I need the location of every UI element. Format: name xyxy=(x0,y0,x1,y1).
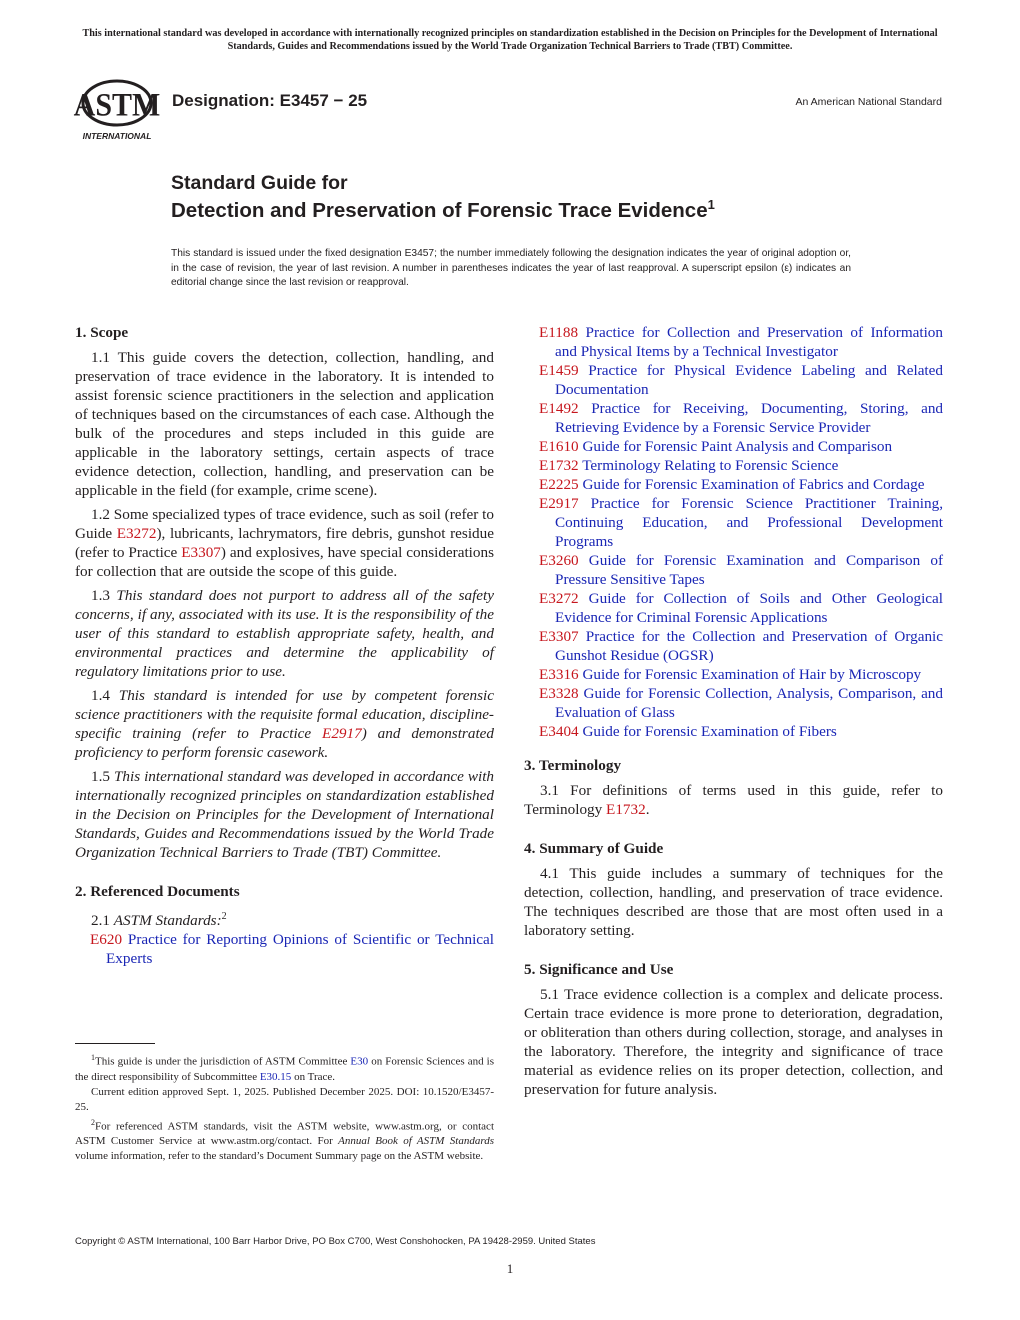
issued-note: This standard is issued under the fixed designation E3457; the number immediately following the designation indicates the year of original adoption or, in the case of revision, the year of last revision. A number in parentheses indicates the year of last reapproval. A superscript epsilon (ε) indicates an editorial change since the last revision or reapproval. xyxy=(171,248,851,288)
summary-heading: 4. Summary of Guide xyxy=(524,840,664,857)
ref-title: Practice for Receiving, Documenting, Storing, and Retrieving Evidence by a Forensic Service Provider xyxy=(555,400,944,436)
footnotes xyxy=(75,1050,494,1164)
copyright: Copyright © ASTM International, 100 Barr Harbor Drive, PO Box C700, West Conshohocken, PA 19428-2959. United States xyxy=(75,1236,596,1247)
ref-title: Practice for Physical Evidence Labeling and Related Documentation xyxy=(555,362,943,398)
ref-title: Practice for Reporting Opinions of Scientific or Technical Experts xyxy=(106,931,494,968)
scope-1-4-text-a: This standard is intended for use by competent forensic science practitioners with the requisite formal education, discipline-specific training (refer to Practice xyxy=(75,687,494,742)
significance-heading: 5. Significance and Use xyxy=(524,961,674,978)
terminology-3-1 xyxy=(524,781,943,819)
ref-code: E3328 xyxy=(539,685,579,702)
terminology-text-b: . xyxy=(645,801,650,818)
ref-e1188[interactable] xyxy=(524,323,943,361)
ref-code: E1492 xyxy=(539,400,579,417)
astm-standards-footnote-mark: 2 xyxy=(221,911,227,922)
terminology-heading: 3. Terminology xyxy=(524,757,622,774)
page-number: 1 xyxy=(506,1261,514,1276)
link-e2917[interactable]: E2917 xyxy=(322,725,362,742)
ref-e1459[interactable] xyxy=(524,361,943,399)
ref-e3307[interactable] xyxy=(524,627,943,665)
ref-e3260[interactable] xyxy=(524,551,943,589)
ref-e3316[interactable] xyxy=(524,665,943,684)
link-e3307[interactable]: E3307 xyxy=(181,544,221,561)
ref-code: E1188 xyxy=(539,324,579,341)
logo-text: ASTM xyxy=(73,86,161,123)
terminology-text-a: 3.1 For definitions of terms used in this guide, refer to Terminology xyxy=(524,782,943,818)
footnote-1-edition: Current edition approved Sept. 1, 2025. Published December 2025. DOI: 10.1520/E3457-25. xyxy=(75,1085,494,1113)
scope-1-4-text-b: ) and demonstrated proficiency to perform forensic casework. xyxy=(75,725,494,761)
american-national-standard: An American National Standard xyxy=(795,96,942,108)
title-footnote-mark: 1 xyxy=(707,197,715,212)
scope-1-2 xyxy=(75,505,494,581)
summary-4-1: 4.1 This guide includes a summary of techniques for the detection, collection, handling, and preservation of trace evidence. The techniques described are those that are most often used in a laboratory setting. xyxy=(524,865,943,939)
ref-e1610[interactable] xyxy=(524,437,943,456)
ref-title: Guide for Forensic Paint Analysis and Comparison xyxy=(582,438,893,455)
title-main: Detection and Preservation of Forensic Trace Evidence xyxy=(171,198,708,222)
astm-standards-label xyxy=(75,907,494,930)
footnote-2-mark: 2 xyxy=(91,1117,95,1127)
title-line-1: Standard Guide for xyxy=(171,172,348,194)
link-e1732[interactable]: E1732 xyxy=(606,801,646,818)
ref-code: E1732 xyxy=(539,457,579,474)
left-column xyxy=(75,323,494,968)
scope-1-3-text: This standard does not purport to address all of the safety concerns, if any, associated with its use. It is the responsibility of the user of this standard to establish appropriate safety, health, and environmental practices and determine the applicability of regulatory limitations prior to use. xyxy=(75,587,495,680)
significance-5-1: 5.1 Trace evidence collection is a complex and delicate process. Certain trace evidence is more prone to deterioration, degradation, or obliteration than others during collection, storage, and analyses in the laboratory. Therefore, the integrity and significance of trace material as evidence relies on its proper detection, collection, and preservation for future analysis. xyxy=(524,986,943,1098)
scope-1-4 xyxy=(75,686,494,762)
ref-title: Guide for Forensic Examination of Fibers xyxy=(582,723,837,740)
designation: Designation: E3457 − 25 xyxy=(172,91,368,110)
astm-standards-text: ASTM Standards: xyxy=(113,912,222,930)
ref-title: Terminology Relating to Forensic Science xyxy=(582,457,839,474)
ref-title: Guide for Forensic Examination and Comparison of Pressure Sensitive Tapes xyxy=(555,552,944,588)
development-notice: This international standard was developed in accordance with internationally recognized principles on standardization established in the Decision on Principles for the Development of International Standards, Guides and Recommendations issued by the World Trade Organization Technical Barriers to Trade (TBT) Committee. xyxy=(82,28,938,52)
title-line-2 xyxy=(171,197,715,223)
footnote-2-italic: Annual Book of ASTM Standards xyxy=(338,1135,494,1148)
scope-1-2-text-c: ) and explosives, have special considerations for collection that are outside the scope of this guide. xyxy=(75,544,495,580)
footnote-1-text-b: on Forensic Sciences and is the direct responsibility of Subcommittee xyxy=(75,1055,494,1083)
footnote-1-text-c: on Trace. xyxy=(291,1070,336,1083)
astm-logo xyxy=(72,78,162,144)
ref-code: E3272 xyxy=(539,590,579,607)
scope-1-5 xyxy=(75,767,494,862)
ref-title: Guide for Collection of Soils and Other Geological Evidence for Criminal Forensic Applications xyxy=(555,590,944,626)
footnote-2-text-b: volume information, refer to the standard’s Document Summary page on the ASTM website. xyxy=(75,1150,484,1163)
ref-e2917[interactable] xyxy=(524,494,943,551)
scope-1-5-number: 1.5 xyxy=(91,768,114,785)
ref-e2225[interactable] xyxy=(524,475,943,494)
footnote-2 xyxy=(75,1115,494,1165)
ref-code: E2225 xyxy=(539,476,579,493)
ref-title: Practice for Forensic Science Practitioner Training, Continuing Education, and Professional Development Programs xyxy=(555,495,944,550)
ref-e3272[interactable] xyxy=(524,589,943,627)
ref-code: E1610 xyxy=(539,438,579,455)
astm-standards-number: 2.1 xyxy=(91,912,114,930)
referenced-list xyxy=(524,323,943,741)
ref-e620[interactable] xyxy=(75,930,494,968)
ref-code: E3260 xyxy=(539,552,579,569)
ref-code: E3316 xyxy=(539,666,579,683)
scope-1-1: 1.1 This guide covers the detection, collection, handling, and preservation of trace evidence in the laboratory. It is intended to assist forensic science practitioners in the selection and application of techniques based on the circumstances of each case. Although the bulk of the procedures and steps included in this guide are applicable in the laboratory settings, certain aspects of trace evidence detection, collection, handling, and preservation can be applicable in the field (for example, crime scene). xyxy=(75,349,494,499)
scope-1-2-text-a: 1.2 Some specialized types of trace evidence, such as soil (refer to Guide xyxy=(75,506,494,542)
ref-code: E3404 xyxy=(539,723,579,740)
logo-subtext: INTERNATIONAL xyxy=(82,131,152,141)
footnote-1-text-a: This guide is under the jurisdiction of ASTM Committee xyxy=(95,1055,351,1068)
footnote-2-text-a: For referenced ASTM standards, visit the ASTM website, www.astm.org, or contact ASTM Customer Service at www.astm.org/contact. For xyxy=(75,1120,494,1148)
scope-heading: 1. Scope xyxy=(75,324,129,341)
ref-e3404[interactable] xyxy=(524,722,943,741)
ref-e1732[interactable] xyxy=(524,456,943,475)
referenced-heading: 2. Referenced Documents xyxy=(75,883,240,900)
scope-1-4-number: 1.4 xyxy=(91,687,119,704)
scope-1-3-number: 1.3 xyxy=(91,587,117,604)
ref-title: Guide for Forensic Examination of Fabrics and Cordage xyxy=(582,476,925,493)
ref-title: Guide for Forensic Collection, Analysis, Comparison, and Evaluation of Glass xyxy=(555,685,943,721)
ref-e3328[interactable] xyxy=(524,684,943,722)
scope-1-2-text-b: ), lubricants, lachrymators, fire debris, gunshot residue (refer to Practice xyxy=(75,525,494,561)
ref-title: Practice for the Collection and Preservation of Organic Gunshot Residue (OGSR) xyxy=(555,628,944,664)
ref-code: E1459 xyxy=(539,362,579,379)
ref-code: E3307 xyxy=(539,628,579,645)
ref-title: Guide for Forensic Examination of Hair by Microscopy xyxy=(582,666,922,683)
link-e30[interactable]: E30 xyxy=(350,1055,369,1068)
link-e3272[interactable]: E3272 xyxy=(116,525,157,542)
ref-title: Practice for Collection and Preservation of Information and Physical Items by a Technical Investigator xyxy=(555,324,943,360)
footnote-1-mark: 1 xyxy=(91,1053,95,1062)
scope-1-5-text: This international standard was developed in accordance with internationally recognized principles on standardization established in the Decision on Principles for the Development of International Standards, Guides and Recommendations issued by the World Trade Organization Technical Barriers to Trade (TBT) Committee. xyxy=(75,768,495,861)
ref-e1492[interactable] xyxy=(524,399,943,437)
ref-code: E620 xyxy=(90,931,123,949)
footnote-1 xyxy=(75,1050,494,1085)
ref-code: E2917 xyxy=(539,495,579,512)
link-e30-15[interactable]: E30.15 xyxy=(259,1070,292,1083)
footnote-rule xyxy=(75,1043,155,1044)
scope-1-3 xyxy=(75,586,494,681)
right-column xyxy=(524,323,943,1104)
